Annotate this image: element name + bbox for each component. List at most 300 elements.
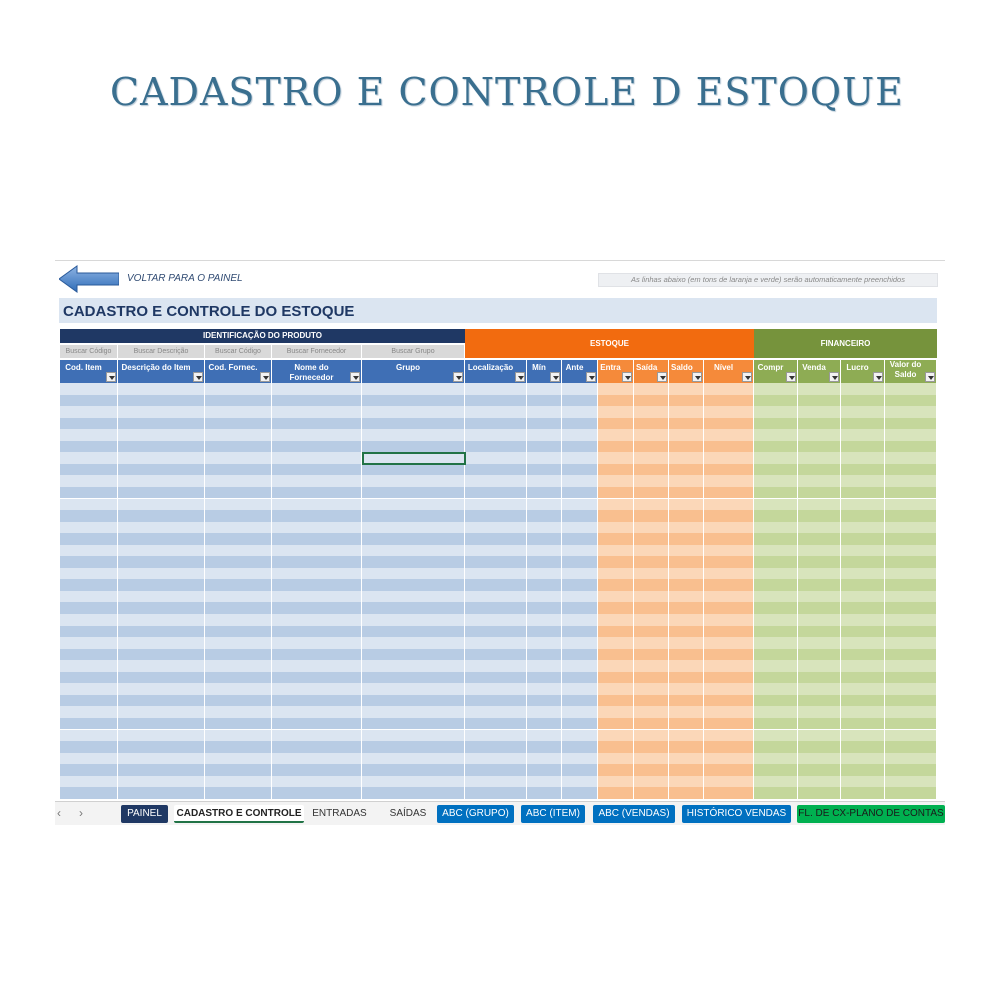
table-cell[interactable] bbox=[205, 649, 272, 661]
table-cell[interactable] bbox=[527, 556, 562, 568]
table-cell[interactable] bbox=[598, 510, 634, 522]
table-cell[interactable] bbox=[841, 487, 885, 499]
table-cell[interactable] bbox=[60, 730, 118, 742]
table-cell[interactable] bbox=[754, 406, 798, 418]
table-cell[interactable] bbox=[272, 614, 362, 626]
sheet-tab[interactable]: SAÍDAS bbox=[389, 808, 427, 819]
table-cell[interactable] bbox=[634, 787, 669, 799]
table-cell[interactable] bbox=[118, 730, 205, 742]
table-cell[interactable] bbox=[205, 464, 272, 476]
filter-dropdown-icon[interactable] bbox=[260, 372, 270, 382]
table-cell[interactable] bbox=[118, 568, 205, 580]
table-cell[interactable] bbox=[562, 545, 598, 557]
table-cell[interactable] bbox=[562, 706, 598, 718]
table-cell[interactable] bbox=[885, 649, 937, 661]
table-cell[interactable] bbox=[118, 545, 205, 557]
table-cell[interactable] bbox=[465, 787, 527, 799]
table-cell[interactable] bbox=[272, 487, 362, 499]
table-cell[interactable] bbox=[634, 429, 669, 441]
table-cell[interactable] bbox=[118, 510, 205, 522]
table-cell[interactable] bbox=[465, 718, 527, 730]
table-cell[interactable] bbox=[754, 383, 798, 395]
table-cell[interactable] bbox=[798, 695, 841, 707]
table-cell[interactable] bbox=[598, 614, 634, 626]
table-cell[interactable] bbox=[527, 753, 562, 765]
table-cell[interactable] bbox=[704, 753, 754, 765]
table-cell[interactable] bbox=[669, 556, 704, 568]
table-cell[interactable] bbox=[362, 475, 465, 487]
table-cell[interactable] bbox=[754, 533, 798, 545]
table-cell[interactable] bbox=[704, 660, 754, 672]
table-cell[interactable] bbox=[118, 464, 205, 476]
table-cell[interactable] bbox=[754, 487, 798, 499]
table-cell[interactable] bbox=[465, 683, 527, 695]
table-cell[interactable] bbox=[841, 787, 885, 799]
table-cell[interactable] bbox=[362, 718, 465, 730]
table-cell[interactable] bbox=[885, 706, 937, 718]
table-cell[interactable] bbox=[562, 383, 598, 395]
table-cell[interactable] bbox=[562, 753, 598, 765]
table-cell[interactable] bbox=[598, 487, 634, 499]
table-cell[interactable] bbox=[527, 429, 562, 441]
table-cell[interactable] bbox=[465, 452, 527, 464]
table-cell[interactable] bbox=[598, 637, 634, 649]
table-cell[interactable] bbox=[798, 418, 841, 430]
table-cell[interactable] bbox=[205, 591, 272, 603]
table-cell[interactable] bbox=[562, 568, 598, 580]
table-cell[interactable] bbox=[562, 464, 598, 476]
table-cell[interactable] bbox=[798, 764, 841, 776]
table-cell[interactable] bbox=[562, 695, 598, 707]
table-cell[interactable] bbox=[841, 510, 885, 522]
table-cell[interactable] bbox=[465, 579, 527, 591]
filter-dropdown-icon[interactable] bbox=[106, 372, 116, 382]
table-cell[interactable] bbox=[841, 776, 885, 788]
table-cell[interactable] bbox=[754, 614, 798, 626]
table-cell[interactable] bbox=[598, 695, 634, 707]
table-cell[interactable] bbox=[598, 533, 634, 545]
table-cell[interactable] bbox=[669, 764, 704, 776]
table-cell[interactable] bbox=[841, 706, 885, 718]
table-cell[interactable] bbox=[272, 383, 362, 395]
search-field[interactable]: Buscar Descrição bbox=[118, 345, 205, 358]
table-cell[interactable] bbox=[704, 383, 754, 395]
table-cell[interactable] bbox=[754, 706, 798, 718]
table-cell[interactable] bbox=[634, 383, 669, 395]
table-cell[interactable] bbox=[272, 591, 362, 603]
table-cell[interactable] bbox=[598, 602, 634, 614]
table-cell[interactable] bbox=[798, 406, 841, 418]
table-cell[interactable] bbox=[704, 602, 754, 614]
table-cell[interactable] bbox=[669, 452, 704, 464]
table-cell[interactable] bbox=[362, 568, 465, 580]
table-cell[interactable] bbox=[205, 787, 272, 799]
table-cell[interactable] bbox=[704, 683, 754, 695]
table-cell[interactable] bbox=[205, 487, 272, 499]
table-cell[interactable] bbox=[465, 776, 527, 788]
table-cell[interactable] bbox=[798, 614, 841, 626]
table-cell[interactable] bbox=[754, 429, 798, 441]
table-cell[interactable] bbox=[118, 487, 205, 499]
table-cell[interactable] bbox=[118, 418, 205, 430]
table-cell[interactable] bbox=[704, 614, 754, 626]
table-cell[interactable] bbox=[634, 395, 669, 407]
table-cell[interactable] bbox=[527, 568, 562, 580]
filter-dropdown-icon[interactable] bbox=[925, 372, 935, 382]
table-cell[interactable] bbox=[669, 395, 704, 407]
table-cell[interactable] bbox=[704, 776, 754, 788]
sheet-tab[interactable]: HISTÓRICO VENDAS bbox=[682, 805, 791, 823]
table-cell[interactable] bbox=[841, 672, 885, 684]
table-cell[interactable] bbox=[885, 429, 937, 441]
table-cell[interactable] bbox=[798, 660, 841, 672]
table-cell[interactable] bbox=[527, 787, 562, 799]
table-cell[interactable] bbox=[527, 741, 562, 753]
table-cell[interactable] bbox=[60, 522, 118, 534]
table-cell[interactable] bbox=[598, 649, 634, 661]
table-cell[interactable] bbox=[205, 741, 272, 753]
table-cell[interactable] bbox=[362, 591, 465, 603]
table-cell[interactable] bbox=[118, 591, 205, 603]
table-cell[interactable] bbox=[669, 499, 704, 511]
table-cell[interactable] bbox=[205, 510, 272, 522]
table-cell[interactable] bbox=[841, 695, 885, 707]
table-cell[interactable] bbox=[634, 568, 669, 580]
table-cell[interactable] bbox=[885, 626, 937, 638]
table-cell[interactable] bbox=[562, 637, 598, 649]
table-cell[interactable] bbox=[841, 522, 885, 534]
table-cell[interactable] bbox=[527, 683, 562, 695]
table-cell[interactable] bbox=[669, 545, 704, 557]
table-cell[interactable] bbox=[704, 441, 754, 453]
table-cell[interactable] bbox=[205, 718, 272, 730]
table-cell[interactable] bbox=[754, 568, 798, 580]
table-cell[interactable] bbox=[527, 649, 562, 661]
table-cell[interactable] bbox=[598, 741, 634, 753]
table-cell[interactable] bbox=[798, 637, 841, 649]
table-cell[interactable] bbox=[272, 787, 362, 799]
table-cell[interactable] bbox=[465, 649, 527, 661]
table-cell[interactable] bbox=[465, 568, 527, 580]
filter-dropdown-icon[interactable] bbox=[622, 372, 632, 382]
table-cell[interactable] bbox=[562, 452, 598, 464]
table-cell[interactable] bbox=[562, 614, 598, 626]
table-cell[interactable] bbox=[527, 637, 562, 649]
table-cell[interactable] bbox=[841, 418, 885, 430]
table-cell[interactable] bbox=[798, 395, 841, 407]
table-cell[interactable] bbox=[598, 464, 634, 476]
table-cell[interactable] bbox=[598, 522, 634, 534]
table-cell[interactable] bbox=[562, 718, 598, 730]
table-cell[interactable] bbox=[634, 764, 669, 776]
table-cell[interactable] bbox=[885, 522, 937, 534]
table-cell[interactable] bbox=[465, 741, 527, 753]
table-cell[interactable] bbox=[598, 660, 634, 672]
table-cell[interactable] bbox=[598, 441, 634, 453]
table-cell[interactable] bbox=[754, 452, 798, 464]
table-cell[interactable] bbox=[60, 741, 118, 753]
table-cell[interactable] bbox=[60, 706, 118, 718]
table-cell[interactable] bbox=[598, 568, 634, 580]
table-cell[interactable] bbox=[465, 499, 527, 511]
table-cell[interactable] bbox=[465, 475, 527, 487]
table-cell[interactable] bbox=[60, 591, 118, 603]
table-cell[interactable] bbox=[272, 568, 362, 580]
table-cell[interactable] bbox=[205, 695, 272, 707]
table-cell[interactable] bbox=[704, 464, 754, 476]
table-cell[interactable] bbox=[562, 418, 598, 430]
table-cell[interactable] bbox=[669, 787, 704, 799]
table-cell[interactable] bbox=[527, 452, 562, 464]
table-cell[interactable] bbox=[118, 787, 205, 799]
filter-dropdown-icon[interactable] bbox=[873, 372, 883, 382]
table-cell[interactable] bbox=[841, 718, 885, 730]
table-cell[interactable] bbox=[118, 579, 205, 591]
table-cell[interactable] bbox=[362, 730, 465, 742]
table-cell[interactable] bbox=[841, 626, 885, 638]
table-cell[interactable] bbox=[598, 706, 634, 718]
table-cell[interactable] bbox=[634, 522, 669, 534]
table-cell[interactable] bbox=[205, 475, 272, 487]
table-cell[interactable] bbox=[362, 660, 465, 672]
table-cell[interactable] bbox=[754, 672, 798, 684]
table-cell[interactable] bbox=[634, 626, 669, 638]
table-cell[interactable] bbox=[362, 522, 465, 534]
table-cell[interactable] bbox=[562, 475, 598, 487]
table-cell[interactable] bbox=[60, 672, 118, 684]
table-cell[interactable] bbox=[798, 475, 841, 487]
table-cell[interactable] bbox=[362, 499, 465, 511]
table-cell[interactable] bbox=[798, 452, 841, 464]
table-cell[interactable] bbox=[798, 776, 841, 788]
table-cell[interactable] bbox=[205, 776, 272, 788]
table-cell[interactable] bbox=[598, 626, 634, 638]
table-cell[interactable] bbox=[704, 418, 754, 430]
table-cell[interactable] bbox=[562, 776, 598, 788]
table-cell[interactable] bbox=[598, 429, 634, 441]
table-cell[interactable] bbox=[841, 533, 885, 545]
table-cell[interactable] bbox=[634, 776, 669, 788]
table-cell[interactable] bbox=[669, 741, 704, 753]
table-cell[interactable] bbox=[704, 695, 754, 707]
table-cell[interactable] bbox=[60, 764, 118, 776]
table-cell[interactable] bbox=[205, 753, 272, 765]
table-cell[interactable] bbox=[669, 753, 704, 765]
table-cell[interactable] bbox=[527, 406, 562, 418]
table-cell[interactable] bbox=[205, 626, 272, 638]
table-cell[interactable] bbox=[841, 614, 885, 626]
table-cell[interactable] bbox=[527, 487, 562, 499]
table-cell[interactable] bbox=[362, 764, 465, 776]
table-cell[interactable] bbox=[527, 695, 562, 707]
table-cell[interactable] bbox=[704, 730, 754, 742]
table-cell[interactable] bbox=[118, 475, 205, 487]
table-cell[interactable] bbox=[704, 626, 754, 638]
table-cell[interactable] bbox=[527, 418, 562, 430]
table-cell[interactable] bbox=[362, 510, 465, 522]
table-cell[interactable] bbox=[562, 764, 598, 776]
table-cell[interactable] bbox=[60, 383, 118, 395]
table-cell[interactable] bbox=[634, 649, 669, 661]
table-cell[interactable] bbox=[754, 660, 798, 672]
table-cell[interactable] bbox=[885, 753, 937, 765]
table-cell[interactable] bbox=[841, 556, 885, 568]
table-cell[interactable] bbox=[885, 383, 937, 395]
table-cell[interactable] bbox=[527, 626, 562, 638]
table-cell[interactable] bbox=[669, 626, 704, 638]
table-cell[interactable] bbox=[60, 510, 118, 522]
table-cell[interactable] bbox=[598, 452, 634, 464]
table-cell[interactable] bbox=[754, 730, 798, 742]
table-cell[interactable] bbox=[669, 695, 704, 707]
table-cell[interactable] bbox=[562, 649, 598, 661]
table-cell[interactable] bbox=[598, 730, 634, 742]
table-cell[interactable] bbox=[60, 545, 118, 557]
table-cell[interactable] bbox=[60, 579, 118, 591]
filter-dropdown-icon[interactable] bbox=[453, 372, 463, 382]
table-cell[interactable] bbox=[272, 545, 362, 557]
table-cell[interactable] bbox=[527, 579, 562, 591]
table-cell[interactable] bbox=[562, 406, 598, 418]
table-cell[interactable] bbox=[669, 475, 704, 487]
table-cell[interactable] bbox=[841, 649, 885, 661]
table-cell[interactable] bbox=[669, 533, 704, 545]
table-cell[interactable] bbox=[562, 591, 598, 603]
table-cell[interactable] bbox=[704, 499, 754, 511]
table-cell[interactable] bbox=[562, 487, 598, 499]
table-cell[interactable] bbox=[798, 499, 841, 511]
table-cell[interactable] bbox=[598, 475, 634, 487]
table-cell[interactable] bbox=[562, 741, 598, 753]
table-cell[interactable] bbox=[798, 429, 841, 441]
table-cell[interactable] bbox=[754, 545, 798, 557]
table-cell[interactable] bbox=[362, 579, 465, 591]
table-cell[interactable] bbox=[465, 487, 527, 499]
table-cell[interactable] bbox=[527, 706, 562, 718]
table-cell[interactable] bbox=[669, 579, 704, 591]
table-cell[interactable] bbox=[205, 499, 272, 511]
table-cell[interactable] bbox=[598, 672, 634, 684]
table-cell[interactable] bbox=[754, 522, 798, 534]
table-cell[interactable] bbox=[704, 556, 754, 568]
table-cell[interactable] bbox=[634, 637, 669, 649]
table-cell[interactable] bbox=[885, 718, 937, 730]
table-cell[interactable] bbox=[118, 683, 205, 695]
table-cell[interactable] bbox=[118, 602, 205, 614]
table-cell[interactable] bbox=[669, 672, 704, 684]
table-cell[interactable] bbox=[465, 660, 527, 672]
table-cell[interactable] bbox=[885, 487, 937, 499]
table-cell[interactable] bbox=[465, 418, 527, 430]
table-cell[interactable] bbox=[60, 568, 118, 580]
table-cell[interactable] bbox=[60, 718, 118, 730]
table-cell[interactable] bbox=[798, 683, 841, 695]
table-cell[interactable] bbox=[798, 579, 841, 591]
table-cell[interactable] bbox=[118, 660, 205, 672]
table-cell[interactable] bbox=[562, 395, 598, 407]
table-cell[interactable] bbox=[841, 730, 885, 742]
table-cell[interactable] bbox=[669, 464, 704, 476]
filter-dropdown-icon[interactable] bbox=[586, 372, 596, 382]
table-cell[interactable] bbox=[118, 406, 205, 418]
table-cell[interactable] bbox=[634, 753, 669, 765]
table-cell[interactable] bbox=[634, 452, 669, 464]
table-cell[interactable] bbox=[598, 545, 634, 557]
table-cell[interactable] bbox=[634, 556, 669, 568]
table-cell[interactable] bbox=[754, 556, 798, 568]
table-cell[interactable] bbox=[465, 672, 527, 684]
table-cell[interactable] bbox=[205, 533, 272, 545]
table-cell[interactable] bbox=[60, 556, 118, 568]
table-cell[interactable] bbox=[754, 683, 798, 695]
search-field[interactable]: Buscar Código bbox=[205, 345, 272, 358]
table-cell[interactable] bbox=[885, 602, 937, 614]
table-cell[interactable] bbox=[634, 591, 669, 603]
table-cell[interactable] bbox=[798, 706, 841, 718]
table-cell[interactable] bbox=[527, 510, 562, 522]
table-cell[interactable] bbox=[885, 418, 937, 430]
table-cell[interactable] bbox=[669, 776, 704, 788]
table-cell[interactable] bbox=[527, 660, 562, 672]
table-cell[interactable] bbox=[465, 395, 527, 407]
table-cell[interactable] bbox=[272, 452, 362, 464]
table-cell[interactable] bbox=[527, 730, 562, 742]
selected-cell[interactable] bbox=[362, 452, 466, 465]
table-cell[interactable] bbox=[272, 683, 362, 695]
table-cell[interactable] bbox=[841, 591, 885, 603]
table-cell[interactable] bbox=[465, 441, 527, 453]
table-cell[interactable] bbox=[634, 683, 669, 695]
table-cell[interactable] bbox=[798, 556, 841, 568]
sheet-tab[interactable]: ABC (VENDAS) bbox=[593, 805, 675, 823]
table-cell[interactable] bbox=[527, 545, 562, 557]
table-cell[interactable] bbox=[562, 510, 598, 522]
table-cell[interactable] bbox=[598, 718, 634, 730]
table-cell[interactable] bbox=[885, 579, 937, 591]
table-cell[interactable] bbox=[118, 753, 205, 765]
left-arrow-icon[interactable] bbox=[59, 265, 119, 293]
sheet-tab[interactable]: ENTRADAS bbox=[312, 808, 367, 819]
table-cell[interactable] bbox=[465, 545, 527, 557]
table-cell[interactable] bbox=[60, 441, 118, 453]
table-cell[interactable] bbox=[798, 718, 841, 730]
table-cell[interactable] bbox=[841, 683, 885, 695]
table-cell[interactable] bbox=[272, 706, 362, 718]
table-cell[interactable] bbox=[272, 626, 362, 638]
table-cell[interactable] bbox=[798, 568, 841, 580]
table-cell[interactable] bbox=[527, 533, 562, 545]
table-cell[interactable] bbox=[704, 406, 754, 418]
table-cell[interactable] bbox=[272, 533, 362, 545]
filter-dropdown-icon[interactable] bbox=[692, 372, 702, 382]
table-cell[interactable] bbox=[885, 764, 937, 776]
table-cell[interactable] bbox=[60, 452, 118, 464]
table-cell[interactable] bbox=[885, 776, 937, 788]
table-cell[interactable] bbox=[465, 730, 527, 742]
table-cell[interactable] bbox=[205, 383, 272, 395]
table-cell[interactable] bbox=[754, 418, 798, 430]
table-cell[interactable] bbox=[634, 614, 669, 626]
table-cell[interactable] bbox=[205, 706, 272, 718]
table-cell[interactable] bbox=[754, 787, 798, 799]
search-field[interactable]: Buscar Fornecedor bbox=[272, 345, 362, 358]
table-cell[interactable] bbox=[754, 741, 798, 753]
table-cell[interactable] bbox=[272, 649, 362, 661]
table-cell[interactable] bbox=[60, 395, 118, 407]
table-cell[interactable] bbox=[841, 429, 885, 441]
table-cell[interactable] bbox=[634, 730, 669, 742]
table-cell[interactable] bbox=[704, 649, 754, 661]
